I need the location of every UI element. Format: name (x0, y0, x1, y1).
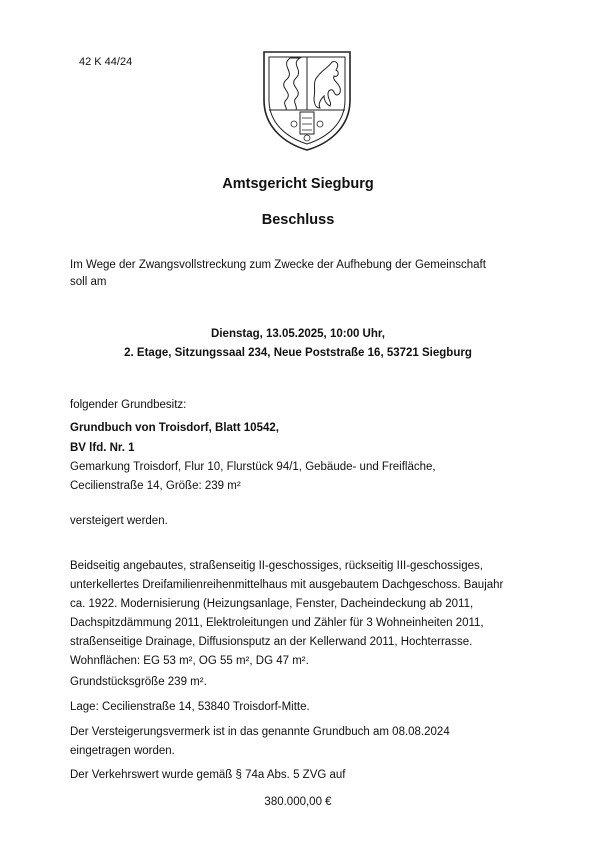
intro-paragraph (70, 257, 530, 291)
description-line: Wohnflächen: EG 53 m², OG 55 m², DG 47 m². (70, 655, 309, 667)
intro-line: soll am (70, 276, 107, 288)
description-line: Dachspitzdämmung 2011, Elektroleitungen und Zähler für 3 Wohneinheiten 2011, (70, 617, 484, 629)
land-register-block (70, 420, 530, 495)
description-line: unterkellertes Dreifamilienreihenmittelhaus mit ausgebautem Dachgeschoss. Baujahr (70, 579, 504, 591)
property-description (70, 558, 530, 670)
appointment-datetime: Dienstag, 13.05.2025, 10:00 Uhr, (211, 328, 385, 340)
property-location: Lage: Cecilienstraße 14, 53840 Troisdorf-Mitte. (70, 701, 310, 713)
court-name: Amtsgericht Siegburg (222, 176, 374, 192)
registration-line: Der Versteigerungsvermerk ist in das genannte Grundbuch am 08.08.2024 (70, 726, 450, 738)
description-line: ca. 1922. Modernisierung (Heizungsanlage, Fenster, Dacheindeckung ab 2011, (70, 598, 474, 610)
intro-line: Im Wege der Zwangsvollstreckung zum Zwecke der Aufhebung der Gemeinschaft (70, 259, 486, 271)
plot-size: Grundstücksgröße 239 m². (70, 676, 207, 688)
registration-line: eingetragen worden. (70, 745, 175, 757)
parcel-description: Gemarkung Troisdorf, Flur 10, Flurstück 94/1, Gebäude- und Freifläche, (70, 461, 436, 473)
appointment-location: 2. Etage, Sitzungssaal 234, Neue Poststraße 16, 53721 Siegburg (124, 347, 472, 359)
market-value: 380.000,00 € (264, 796, 332, 808)
description-line: straßenseitige Drainage, Diffusionsputz an der Kellerwand 2011, Hochterrasse. (70, 636, 473, 648)
inventory-number: BV lfd. Nr. 1 (70, 442, 135, 454)
property-intro: folgender Grundbesitz: (70, 399, 187, 411)
property-address-size: Cecilienstraße 14, Größe: 239 m² (70, 480, 241, 492)
auction-phrase: versteigert werden. (70, 515, 168, 527)
market-value-intro: Der Verkehrswert wurde gemäß § 74a Abs. 5 ZVG auf (70, 769, 346, 781)
case-number: 42 K 44/24 (79, 56, 133, 68)
description-line: Beidseitig angebautes, straßenseitig II-geschossiges, rückseitig III-geschossiges, (70, 560, 483, 572)
land-register-entry: Grundbuch von Troisdorf, Blatt 10542, (70, 422, 279, 434)
coat-of-arms-icon (256, 48, 358, 152)
document-title: Beschluss (261, 212, 335, 228)
registration-note (70, 724, 530, 760)
